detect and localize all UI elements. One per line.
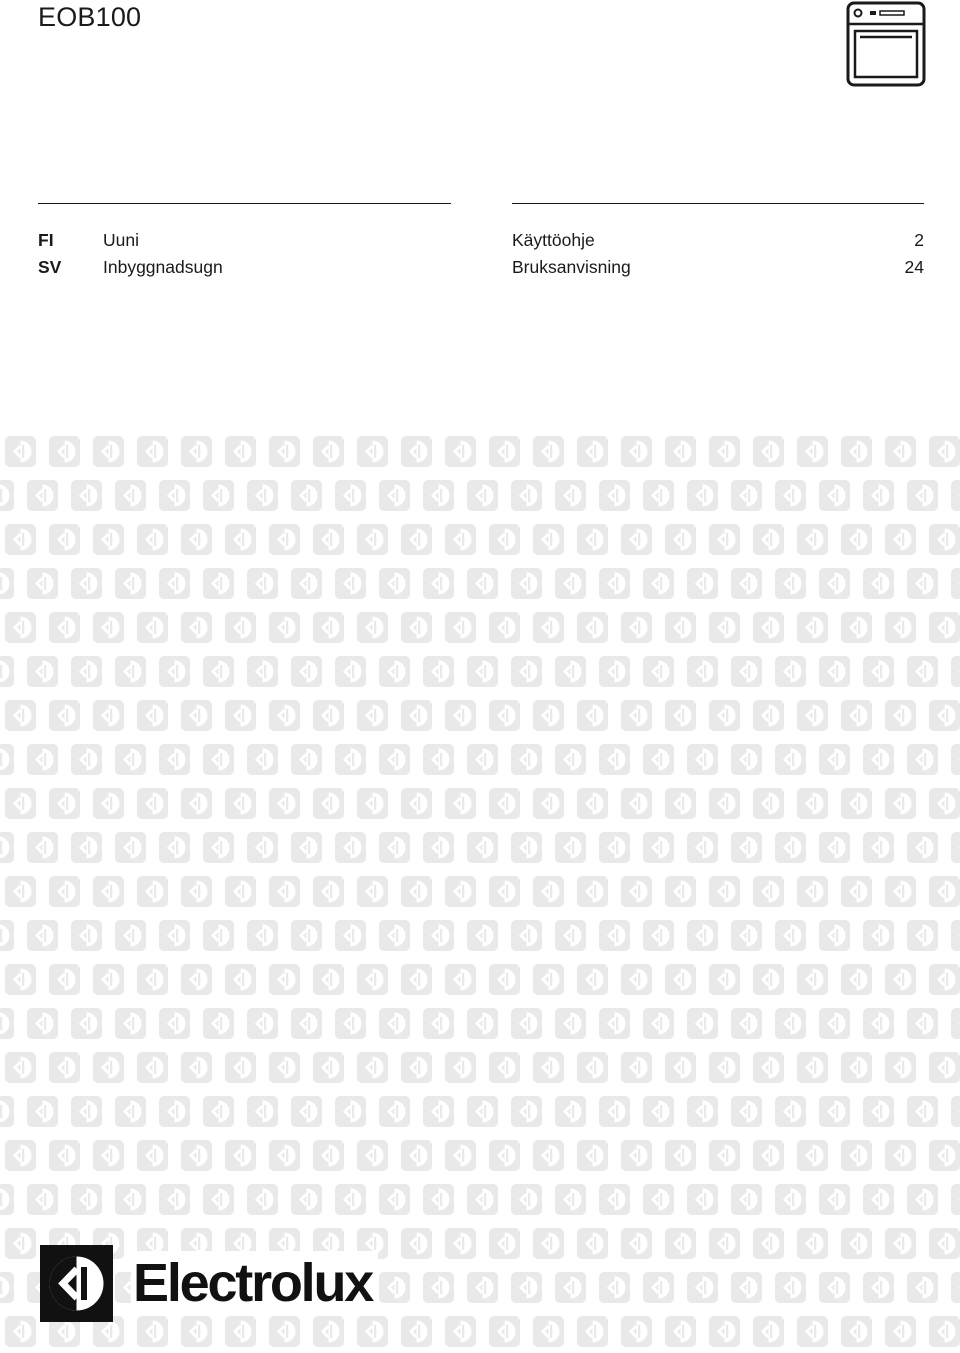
language-row-sv: [0, 257, 960, 283]
language-code: SV: [38, 257, 62, 277]
logo-pattern-icon: [0, 436, 960, 1353]
page-number: 24: [904, 257, 924, 277]
divider-left: [38, 203, 451, 204]
language-code: FI: [38, 230, 54, 250]
logo-pattern-background: [0, 436, 960, 1353]
language-row-fi: [0, 230, 960, 256]
electrolux-logo-icon: [40, 1245, 113, 1322]
document-type: Käyttöohje: [512, 230, 595, 250]
oven-icon: [846, 1, 926, 87]
product-name: Inbyggnadsugn: [103, 257, 223, 277]
page-number: 2: [914, 230, 924, 250]
product-name: Uuni: [103, 230, 139, 250]
divider-right: [512, 203, 924, 204]
document-type: Bruksanvisning: [512, 257, 631, 277]
model-title: EOB100: [38, 2, 142, 32]
brand-name: Electrolux: [131, 1251, 378, 1315]
brand-footer: [40, 1245, 380, 1325]
